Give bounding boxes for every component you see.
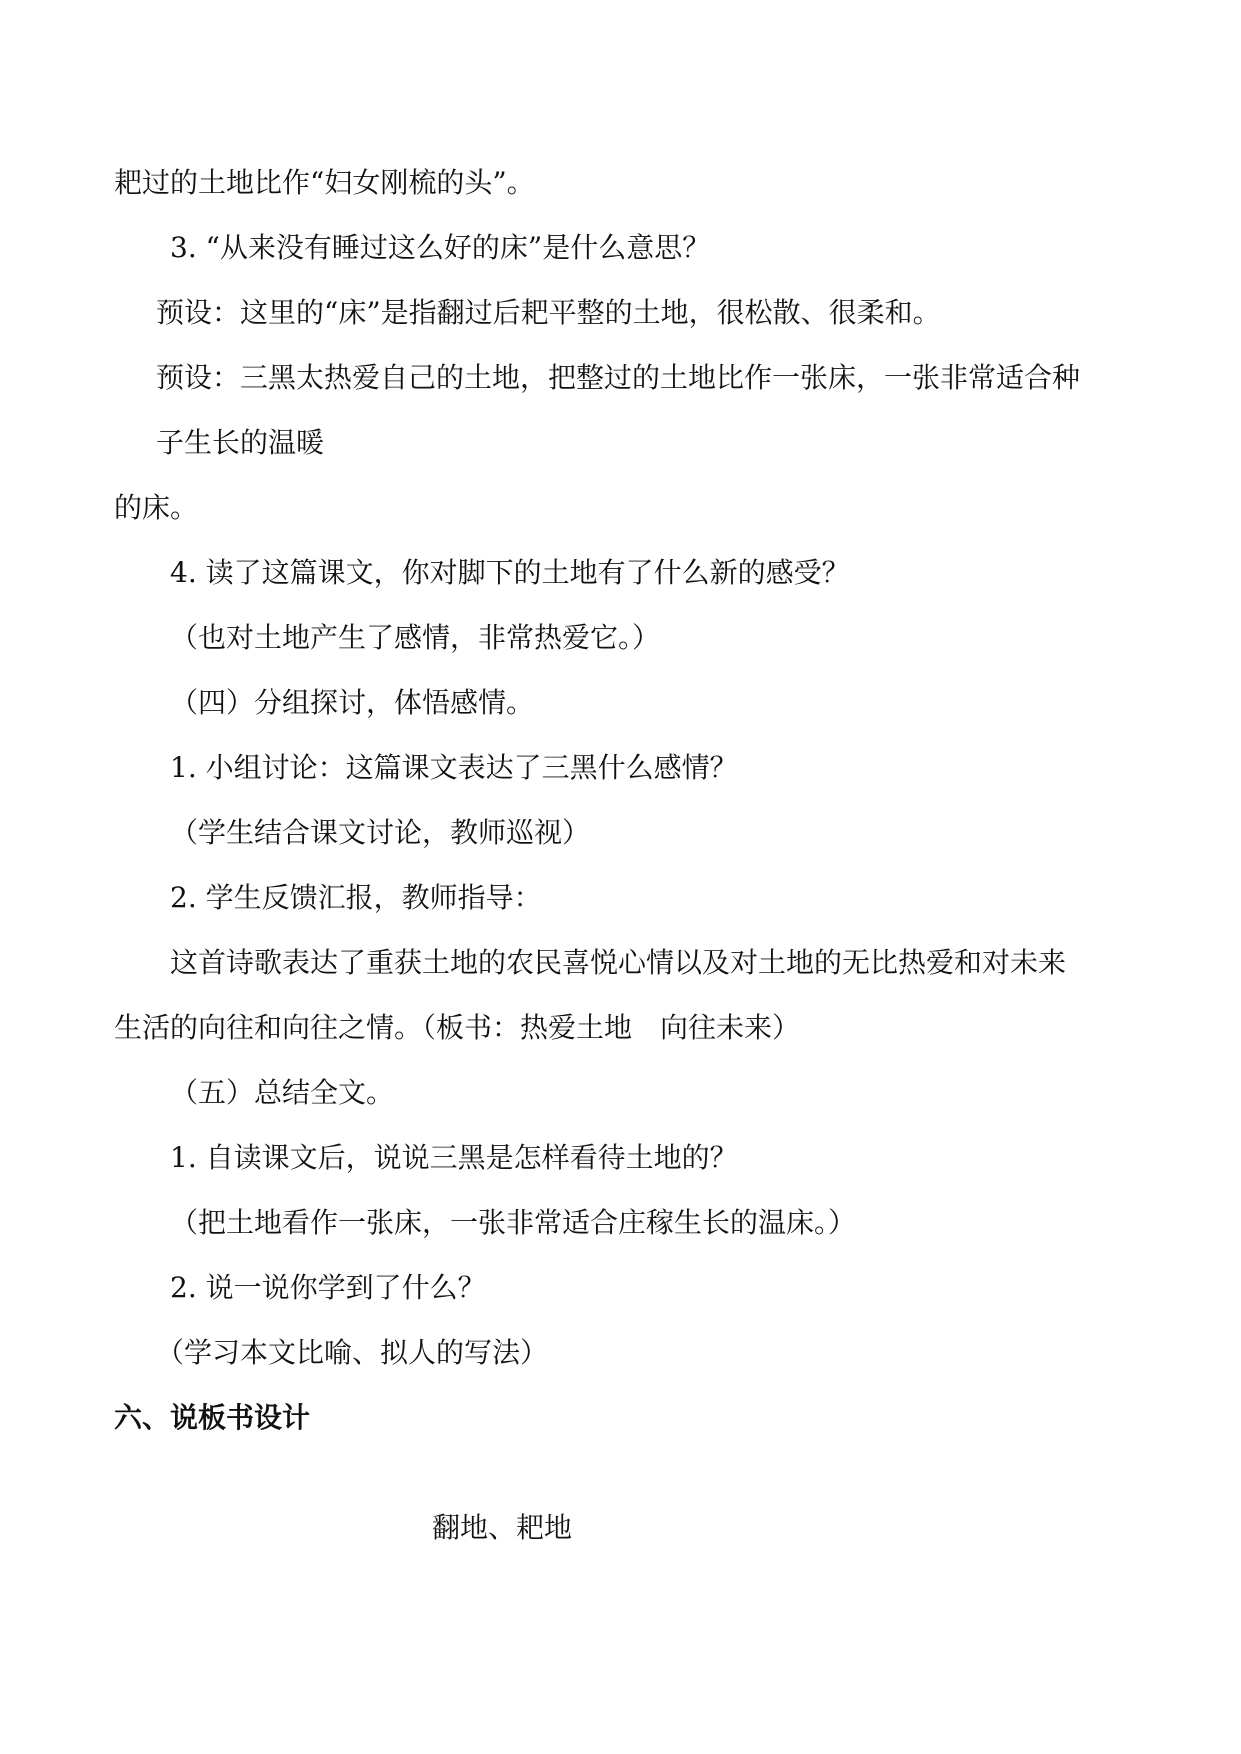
text-line-5: 子生长的温暖	[156, 426, 325, 459]
text-line-12: 2. 学生反馈汇报，教师指导：	[170, 881, 542, 914]
text-line-7: 4. 读了这篇课文，你对脚下的土地有了什么新的感受？	[170, 556, 850, 589]
text-line-16: 1. 自读课文后，说说三黑是怎样看待土地的？	[170, 1141, 738, 1174]
text-line-14: 生活的向往和向往之情。（板书：热爱土地 向往未来）	[114, 1011, 801, 1044]
text-line-4: 预设：三黑太热爱自己的土地，把整过的土地比作一张床，一张非常适合种	[156, 361, 1081, 394]
text-line-15: （五）总结全文。	[170, 1076, 395, 1109]
text-line-18: 2. 说一说你学到了什么？	[170, 1271, 486, 1304]
text-line-11: （学生结合课文讨论，教师巡视）	[170, 816, 591, 849]
text-line-9: （四）分组探讨，体悟感情。	[170, 686, 535, 719]
text-line-13: 这首诗歌表达了重获土地的农民喜悦心情以及对土地的无比热爱和对未来	[170, 946, 1067, 979]
text-line-19: （学习本文比喻、拟人的写法）	[156, 1336, 549, 1369]
text-line-1: 耙过的土地比作“妇女刚梳的头”。	[114, 166, 535, 199]
text-line-17: （把土地看作一张床，一张非常适合庄稼生长的温床。）	[170, 1206, 857, 1239]
text-line-6: 的床。	[114, 491, 199, 524]
text-line-2: 3. “从来没有睡过这么好的床”是什么意思？	[170, 231, 711, 264]
text-line-8: （也对土地产生了感情，非常热爱它。）	[170, 621, 661, 654]
text-line-10: 1. 小组讨论：这篇课文表达了三黑什么感情？	[170, 751, 738, 784]
board-design-text: 翻地、耙地	[432, 1511, 573, 1544]
section-heading: 六、说板书设计	[114, 1401, 311, 1434]
text-line-3: 预设：这里的“床”是指翻过后耙平整的土地，很松散、很柔和。	[156, 296, 941, 329]
